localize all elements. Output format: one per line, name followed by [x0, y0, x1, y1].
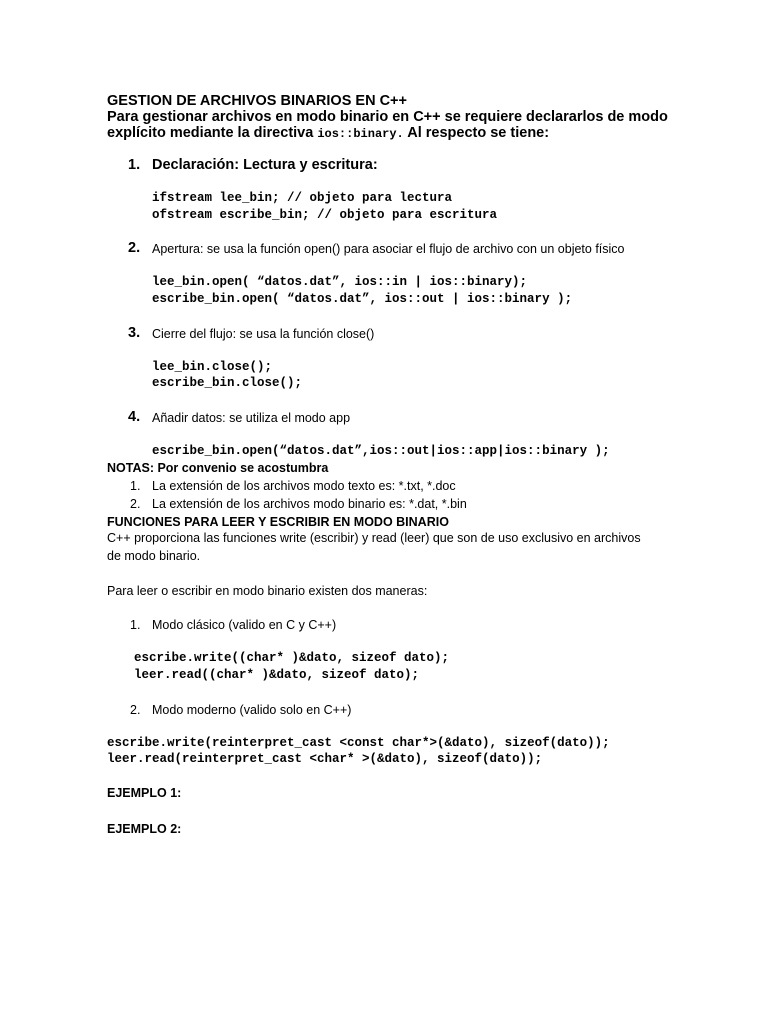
step-1-code-line-2: ofstream escribe_bin; // objeto para escritura: [152, 208, 498, 222]
notes-heading: NOTAS: Por convenio se acostumbra: [107, 461, 329, 475]
notes-item-1-text: La extensión de los archivos modo texto es: *.txt, *.doc: [152, 479, 456, 493]
way-1-number: 1.: [130, 618, 141, 632]
functions-desc-line-2: de modo binario.: [107, 549, 201, 563]
way-2-label: Modo moderno (valido solo en C++): [152, 703, 352, 717]
way-2-code-line-1: escribe.write(reinterpret_cast <const char*>(&dato), sizeof(dato));: [107, 736, 610, 750]
functions-desc-line-1: C++ proporciona las funciones write (escribir) y read (leer) que son de uso exclusivo en archivos: [107, 531, 641, 545]
way-1-code-line-1: escribe.write((char* )&dato, sizeof dato);: [134, 651, 450, 665]
step-4-code-line-1: escribe_bin.open(“datos.dat”,ios::out|ios::app|ios::binary );: [152, 444, 610, 458]
intro-line-1: Para gestionar archivos en modo binario en C++ se requiere declararlos de modo: [107, 109, 668, 125]
step-2-code-line-2: escribe_bin.open( “datos.dat”, ios::out | ios::binary );: [152, 292, 573, 306]
step-3-code-line-2: escribe_bin.close();: [152, 376, 303, 390]
notes-item-2-text: La extensión de los archivos modo binario es: *.dat, *.bin: [152, 497, 467, 511]
step-3-code-line-1: lee_bin.close();: [152, 360, 273, 374]
example-1-heading: EJEMPLO 1:: [107, 786, 182, 800]
notes-item-2-number: 2.: [130, 497, 141, 511]
step-1-number: 1.: [128, 157, 141, 173]
intro-line-2-text: explícito mediante la directiva: [107, 125, 318, 141]
step-2-number: 2.: [128, 240, 141, 256]
intro-line-2: [107, 125, 549, 143]
intro-inline-code: ios::binary.: [317, 127, 404, 141]
step-3-number: 3.: [128, 325, 141, 341]
step-4-number: 4.: [128, 409, 141, 425]
step-1-code-line-1: ifstream lee_bin; // objeto para lectura: [152, 191, 453, 205]
step-3-label: Cierre del flujo: se usa la función close(): [152, 327, 375, 341]
notes-item-1-number: 1.: [130, 479, 141, 493]
intro-line-2-tail: Al respecto se tiene:: [403, 125, 550, 141]
ways-intro: Para leer o escribir en modo binario existen dos maneras:: [107, 584, 428, 598]
way-2-code-line-2: leer.read(reinterpret_cast <char* >(&dato), sizeof(dato));: [107, 752, 543, 766]
example-2-heading: EJEMPLO 2:: [107, 822, 182, 836]
step-1-label: Declaración: Lectura y escritura:: [152, 157, 378, 173]
step-2-code-line-1: lee_bin.open( “datos.dat”, ios::in | ios::binary);: [152, 275, 528, 289]
step-4-label: Añadir datos: se utiliza el modo app: [152, 411, 351, 425]
way-1-label: Modo clásico (valido en C y C++): [152, 618, 337, 632]
way-2-number: 2.: [130, 703, 141, 717]
way-1-code-line-2: leer.read((char* )&dato, sizeof dato);: [134, 668, 420, 682]
functions-heading: FUNCIONES PARA LEER Y ESCRIBIR EN MODO BINARIO: [107, 515, 449, 529]
document-title: GESTION DE ARCHIVOS BINARIOS EN C++: [107, 93, 407, 109]
step-2-label: Apertura: se usa la función open() para asociar el flujo de archivo con un objeto físico: [152, 242, 625, 256]
